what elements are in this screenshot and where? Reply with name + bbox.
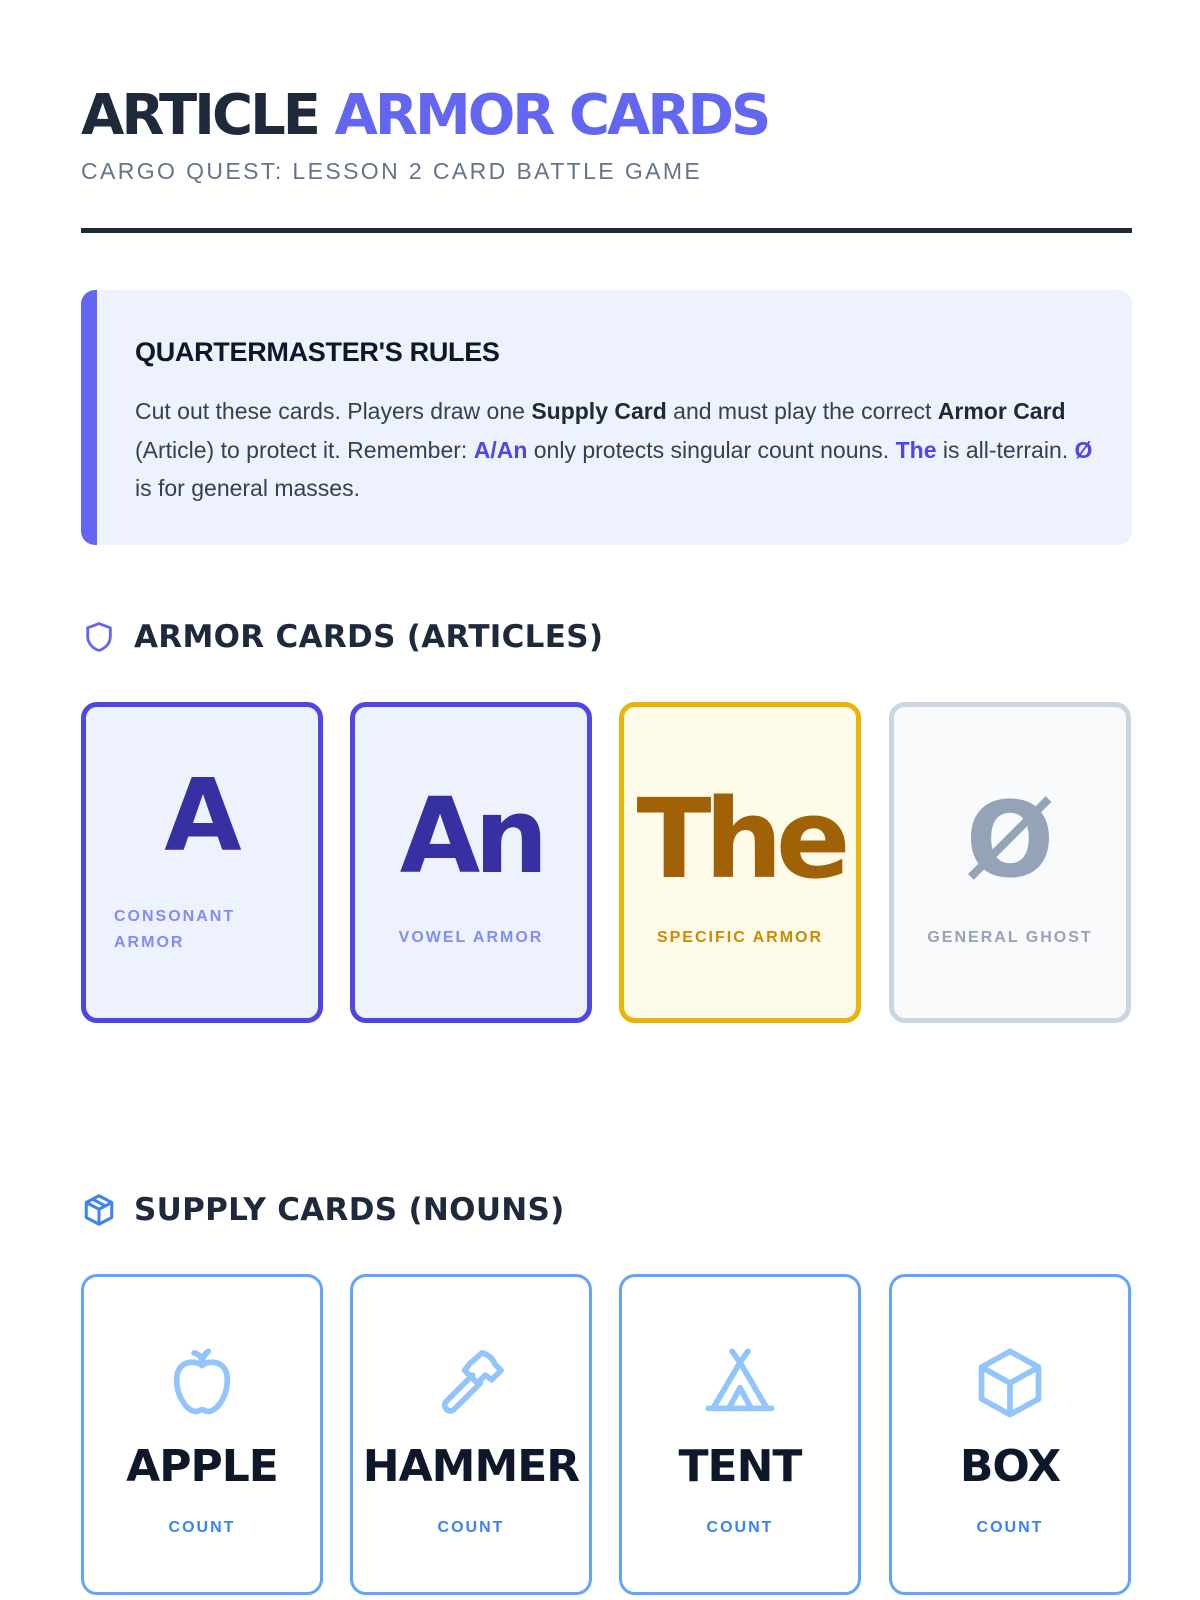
supply-card-word: TENT xyxy=(678,1441,802,1492)
supply-card-word: BOX xyxy=(959,1441,1061,1492)
supply-card-tag: COUNT xyxy=(168,1519,236,1536)
title-accent: ARMOR CARDS xyxy=(334,83,769,148)
armor-card-letter: The xyxy=(636,775,844,903)
box-icon xyxy=(81,1192,117,1228)
armor-card-label: GENERAL GHOST xyxy=(927,929,1093,946)
armor-section-heading xyxy=(81,617,603,657)
rules-bold-armor: Armor Card xyxy=(937,398,1066,424)
rules-highlight-the: The xyxy=(895,436,937,463)
apple-icon xyxy=(84,1343,320,1423)
supply-card-box[interactable] xyxy=(889,1274,1131,1595)
rules-text-part: Cut out these cards. Players draw one xyxy=(135,398,532,424)
armor-card-an[interactable] xyxy=(350,702,592,1023)
armor-card-letter: Ø xyxy=(965,779,1055,901)
supply-section-title: SUPPLY CARDS (NOUNS) xyxy=(134,1192,565,1228)
rules-title: QUARTERMASTER'S RULES xyxy=(135,337,500,367)
armor-card-the[interactable] xyxy=(619,702,861,1023)
rules-text-part: is for general masses. xyxy=(135,475,360,501)
armor-card-a[interactable] xyxy=(81,702,323,1023)
header-divider xyxy=(81,228,1132,233)
supply-card-tag: COUNT xyxy=(437,1519,505,1536)
armor-card-label: CONSONANT ARMOR xyxy=(114,908,236,951)
title-main: ARTICLE xyxy=(81,83,335,148)
supply-card-tent[interactable] xyxy=(619,1274,861,1595)
tent-icon xyxy=(622,1343,858,1423)
armor-card-letter: An xyxy=(399,775,543,897)
hammer-icon xyxy=(353,1343,589,1423)
supply-card-tag: COUNT xyxy=(706,1519,774,1536)
armor-card-letter: A xyxy=(164,757,240,874)
armor-card-label: VOWEL ARMOR xyxy=(398,929,544,946)
supply-card-tag: COUNT xyxy=(976,1519,1044,1536)
rules-text xyxy=(135,392,1095,508)
armor-section-title: ARMOR CARDS (ARTICLES) xyxy=(134,619,604,655)
rules-text-part: (Article) to protect it. Remember: xyxy=(135,436,474,463)
rules-highlight-zero: Ø xyxy=(1074,436,1093,463)
page-subtitle: CARGO QUEST: LESSON 2 CARD BATTLE GAME xyxy=(81,158,703,184)
rules-highlight-a-an: A/An xyxy=(473,436,528,463)
supply-card-apple[interactable] xyxy=(81,1274,323,1595)
rules-bold-supply: Supply Card xyxy=(531,398,667,424)
rules-text-part: is all-terrain. xyxy=(936,436,1075,463)
supply-card-word: APPLE xyxy=(126,1441,278,1492)
rules-text-part: only protects singular count nouns. xyxy=(527,436,896,463)
armor-card-label: SPECIFIC ARMOR xyxy=(656,929,824,946)
supply-card-hammer[interactable] xyxy=(350,1274,592,1595)
rules-box xyxy=(81,290,1132,545)
supply-section-heading xyxy=(81,1190,565,1230)
box-icon xyxy=(892,1343,1128,1423)
rules-accent-bar xyxy=(81,290,97,545)
rules-text-part: and must play the correct xyxy=(666,398,938,424)
shield-icon xyxy=(81,619,117,655)
page-title xyxy=(81,84,768,148)
armor-card-zero[interactable] xyxy=(889,702,1131,1023)
supply-card-word: HAMMER xyxy=(362,1441,580,1492)
